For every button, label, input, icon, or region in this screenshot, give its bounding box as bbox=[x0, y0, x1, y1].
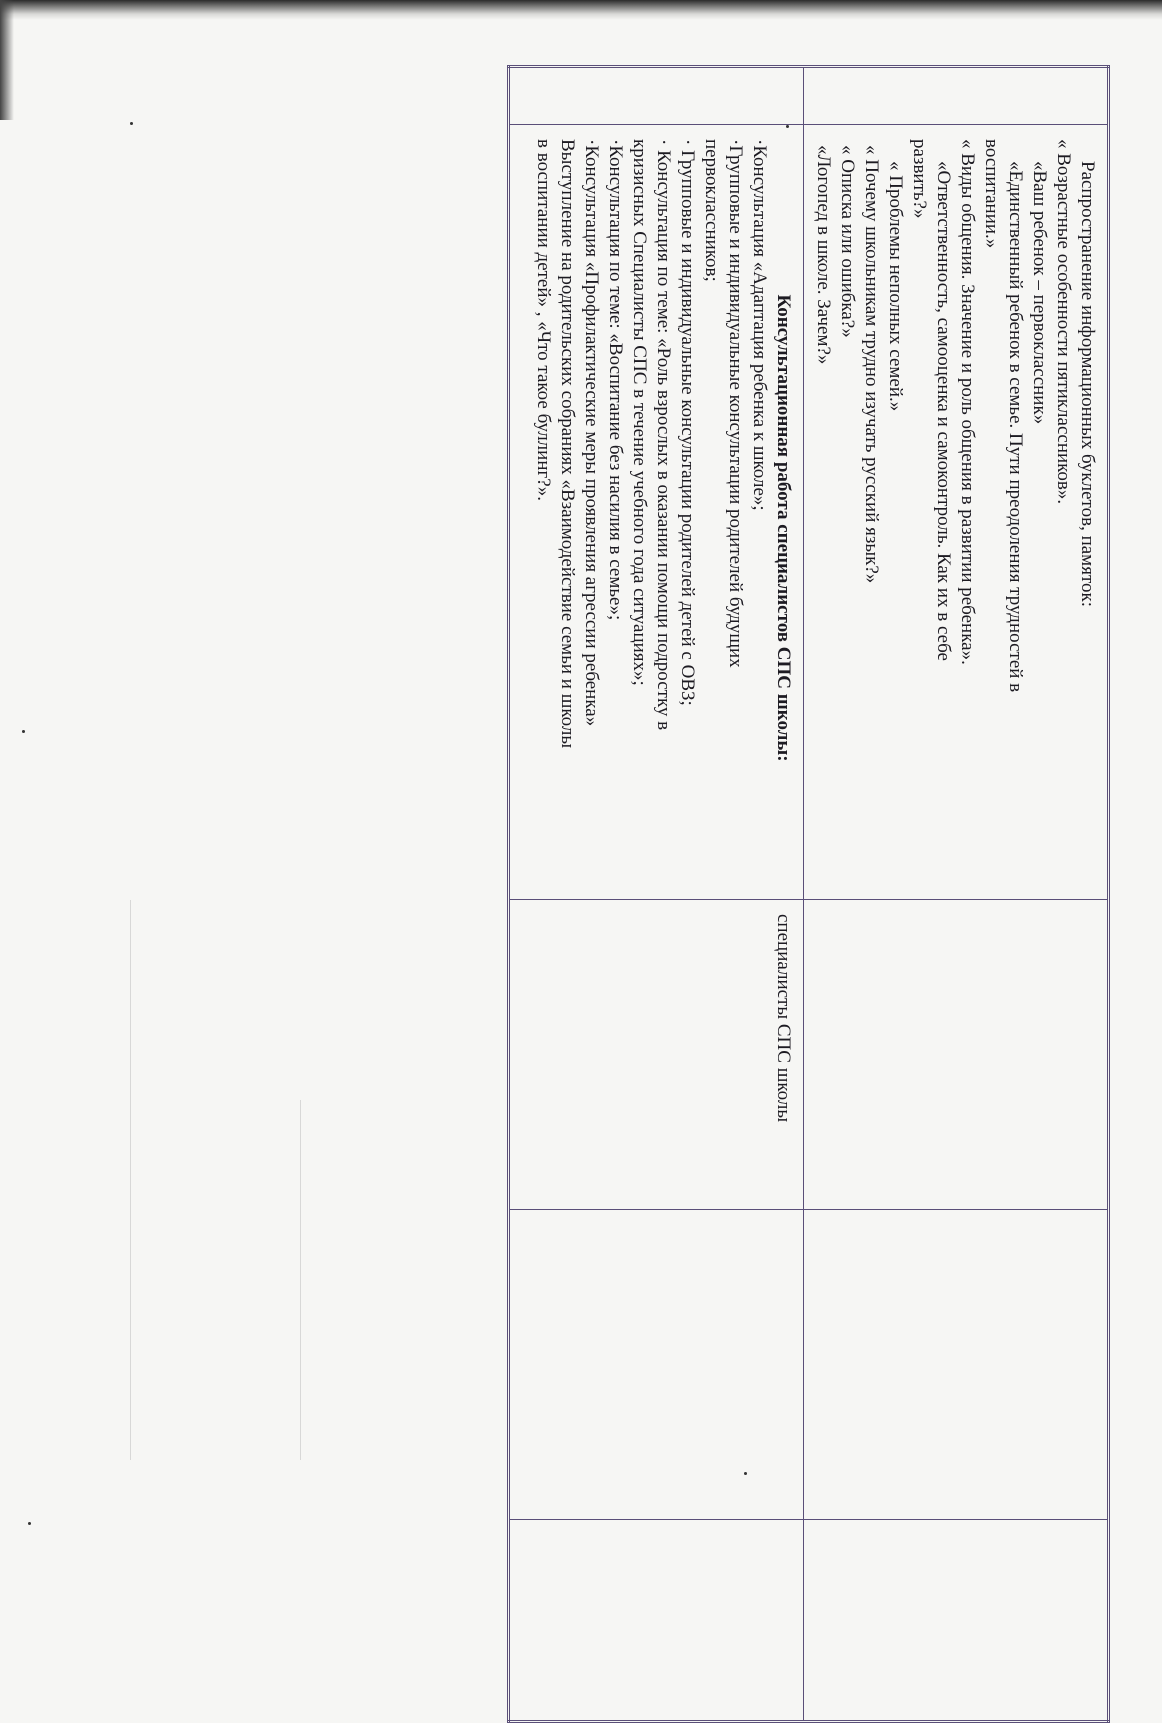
list-item: «Единственный ребенок в семье. Пути преодоления трудностей в bbox=[1005, 161, 1026, 693]
table-cell-number bbox=[804, 67, 1109, 125]
responsible-text: специалисты СПС школы bbox=[773, 914, 794, 1123]
row2-heading: Консультационная работа специалистов СПС школы: bbox=[773, 294, 794, 762]
bleed-through-line bbox=[300, 1100, 301, 1460]
table-row bbox=[509, 67, 804, 1722]
table-cell-content bbox=[804, 125, 1109, 900]
table-cell-empty bbox=[804, 1210, 1109, 1520]
table-cell-content bbox=[509, 125, 804, 900]
rotated-page bbox=[510, 65, 1110, 1720]
list-item: · Консультация по теме: «Роль взрослых в оказании помощи подростку в bbox=[653, 139, 674, 731]
scan-top-edge bbox=[0, 0, 1162, 20]
document-table bbox=[507, 65, 1110, 1723]
list-item: Выступление на родительских собраниях «Взаимодействие семьи и школы bbox=[557, 139, 578, 749]
table-cell-responsible bbox=[509, 900, 804, 1210]
list-item: ·Консультация «Профилактические меры проявления агрессии ребенка» bbox=[581, 139, 602, 727]
list-item: в воспитании детей» , «Что такое буллинг?». bbox=[533, 139, 554, 501]
list-item: « Возрастные особенности пятиклассников». bbox=[1053, 139, 1074, 505]
table-cell-empty bbox=[509, 1520, 804, 1722]
list-item: кризисных Специалисты СПС в течение учебного года ситуациях»; bbox=[629, 139, 650, 686]
list-item: ·Консультация по теме: «Воспитание без насилия в семье»; bbox=[605, 139, 626, 621]
list-item: воспитании.» bbox=[981, 139, 1002, 249]
table-cell-empty bbox=[509, 1210, 804, 1520]
speck bbox=[22, 730, 25, 733]
list-item: первоклассников; bbox=[701, 139, 722, 282]
table-cell-responsible bbox=[804, 900, 1109, 1210]
bleed-through-line bbox=[130, 900, 131, 1460]
table-cell-number bbox=[509, 67, 804, 125]
speck bbox=[130, 122, 133, 125]
list-item: · Групповые и индивидуальные консультации родителей детей с ОВЗ; bbox=[677, 139, 698, 706]
list-item: развить?» bbox=[909, 139, 930, 219]
table-cell-empty bbox=[804, 1520, 1109, 1722]
list-item: ·Консультация «Адаптация ребенка к школе»; bbox=[749, 139, 770, 511]
scan-left-edge bbox=[0, 0, 14, 120]
list-item: «Ваш ребенок – первоклассник» bbox=[1029, 161, 1050, 425]
list-item: « Проблемы неполных семей.» bbox=[885, 161, 906, 412]
list-item: «Логопед в школе. Зачем?» bbox=[813, 145, 834, 365]
list-item: « Виды общения. Значение и роль общения в развитии ребенка». bbox=[957, 139, 978, 665]
list-item: ·Групповые и индивидуальные консультации родителей будущих bbox=[725, 139, 746, 668]
speck bbox=[28, 1522, 31, 1525]
list-item: «Ответственность, самооценка и самоконтроль. Как их в себе bbox=[933, 161, 954, 661]
row1-intro: Распространение информационных буклетов, памяток: bbox=[1077, 161, 1098, 608]
list-item: « Описка или ошибка?» bbox=[837, 145, 858, 338]
list-item: « Почему школьникам трудно изучать русский язык?» bbox=[861, 145, 882, 584]
table-row bbox=[804, 67, 1109, 1722]
